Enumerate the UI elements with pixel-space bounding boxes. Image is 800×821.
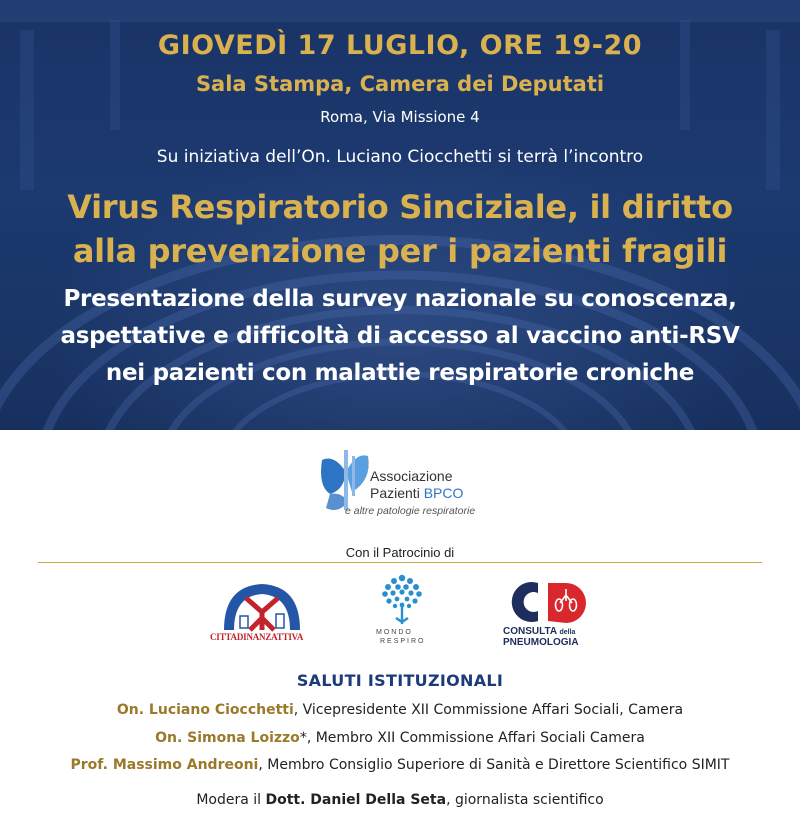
consulta-pneumologia-logo-icon: [508, 577, 592, 625]
organizer-name-accent: BPCO: [423, 485, 464, 501]
organizer-name-line1: Associazione: [370, 468, 453, 484]
event-title-line2: alla prevenzione per i pazienti fragili: [72, 232, 728, 270]
consulta-name-della: della: [559, 629, 576, 636]
divider: [38, 562, 762, 563]
event-subtitle-line1: Presentazione della survey nazionale su conoscenza,: [63, 286, 737, 312]
speaker-name: On. Luciano Ciocchetti: [116, 702, 294, 718]
organizer-name-line3: e altre patologie respiratorie: [345, 505, 476, 517]
speaker-role: , Membro Consiglio Superiore di Sanità e Direttore Scientifico SIMIT: [258, 757, 730, 773]
speaker-name: On. Simona Loizzo: [155, 730, 300, 746]
cittadinanzattiva-name: CITTADINANZATTIVA: [210, 632, 304, 642]
event-date: GIOVEDÌ 17 LUGLIO, ORE 19-20: [157, 30, 643, 61]
consulta-name-line1: [503, 626, 575, 637]
organizer-name-prefix: Pazienti: [370, 485, 424, 501]
patronage-label: Con il Patrocinio di: [345, 545, 455, 560]
event-title-line1: Virus Respiratorio Sinciziale, il diritto: [67, 188, 733, 226]
consulta-name-main: CONSULTA: [503, 626, 557, 637]
speaker-name: Prof. Massimo Andreoni: [70, 757, 259, 773]
event-initiative: Su iniziativa dell’On. Luciano Ciocchetti si terrà l’incontro: [156, 147, 644, 167]
event-subtitle-line3: nei pazienti con malattie respiratorie croniche: [105, 360, 695, 386]
consulta-name-line2: PNEUMOLOGIA: [503, 637, 579, 648]
event-address: Roma, Via Missione 4: [320, 108, 480, 126]
event-venue: Sala Stampa, Camera dei Deputati: [195, 72, 605, 96]
moderator-prefix: Modera il: [196, 792, 266, 808]
speaker-line: [0, 702, 800, 718]
mondo-respiro-logo-icon: [376, 572, 428, 628]
event-subtitle-line2: aspettative e difficoltà di accesso al vaccino anti-RSV: [60, 323, 740, 349]
mondo-respiro-name-line1: MONDO: [376, 629, 413, 636]
speaker-line: [0, 757, 800, 773]
cittadinanzattiva-logo-icon: [220, 578, 304, 634]
moderator-name: Dott. Daniel Della Seta: [265, 792, 447, 808]
speaker-role: *, Membro XII Commissione Affari Sociali Camera: [299, 730, 645, 746]
speaker-line: [0, 730, 800, 746]
greetings-heading: SALUTI ISTITUZIONALI: [296, 671, 504, 690]
mondo-respiro-name-line2: RESPIRO: [380, 638, 426, 645]
moderator-line: [0, 792, 800, 808]
organizer-name-line2: [370, 485, 463, 501]
moderator-suffix: , giornalista scientifico: [446, 792, 604, 808]
speaker-role: , Vicepresidente XII Commissione Affari Sociali, Camera: [293, 702, 684, 718]
